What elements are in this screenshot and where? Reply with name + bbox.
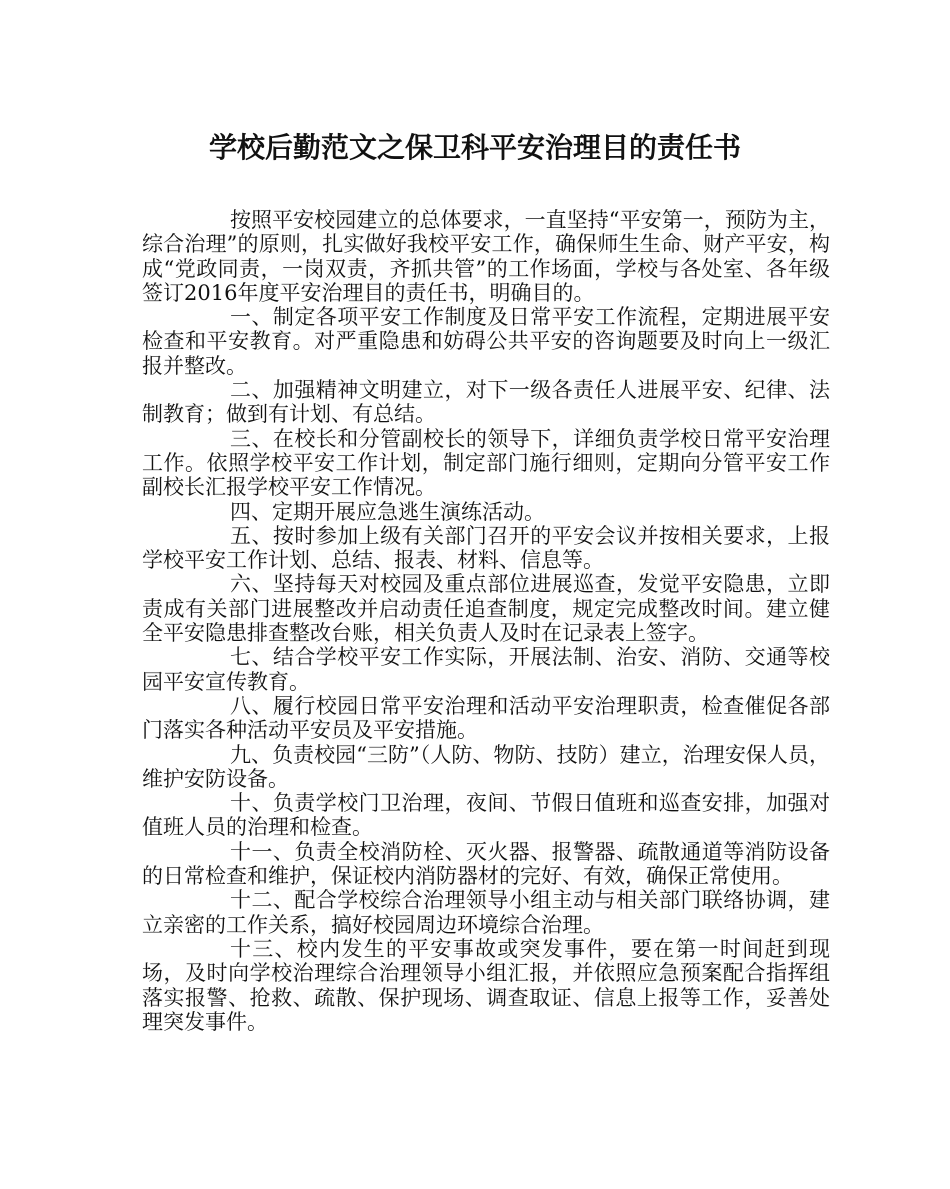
clause-5-paragraph: 五、按时参加上级有关部门召开的平安会议并按相关要求，上报学校平安工作计划、总结、报表、材料、信息等。 bbox=[142, 523, 830, 573]
clause-12-paragraph: 十二、配合学校综合治理领导小组主动与相关部门联络协调，建立亲密的工作关系，搞好校园周边环境综合治理。 bbox=[142, 888, 830, 937]
clause-7-paragraph: 七、结合学校平安工作实际，开展法制、治安、消防、交通等校园平安宣传教育。 bbox=[142, 645, 830, 694]
clause-6-paragraph: 六、坚持每天对校园及重点部位进展巡查，发觉平安隐患，立即责成有关部门进展整改并启动责任追查制度，规定完成整改时间。建立健全平安隐患排查整改台账，相关负责人及时在记录表上签字。 bbox=[142, 572, 830, 646]
clause-13-paragraph: 十三、校内发生的平安事故或突发事件，要在第一时间赶到现场，及时向学校治理综合治理领导小组汇报，并依照应急预案配合指挥组落实报警、抢救、疏散、保护现场、调查取证、信息上报等工作，妥善处理突发事件。 bbox=[142, 936, 830, 1034]
clause-9-paragraph: 九、负责校园“三防”（人防、物防、技防）建立，治理安保人员，维护安防设备。 bbox=[142, 742, 830, 791]
intro-paragraph: 按照平安校园建立的总体要求，一直坚持“平安第一，预防为主，综合治理”的原则，扎实做好我校平安工作，确保师生生命、财产平安，构成“党政同责，一岗双责，齐抓共管”的工作场面，学校与各处室、各年级签订2016年度平安治理目的责任书，明确目的。 bbox=[142, 208, 830, 305]
clause-1-paragraph: 一、制定各项平安工作制度及日常平安工作流程，定期进展平安检查和平安教育。对严重隐患和妨碍公共平安的咨询题要及时向上一级汇报并整改。 bbox=[142, 305, 830, 378]
clause-3-paragraph: 三、在校长和分管副校长的领导下，详细负责学校日常平安治理工作。依照学校平安工作计划，制定部门施行细则，定期向分管平安工作副校长汇报学校平安工作情况。 bbox=[142, 426, 830, 500]
clause-8-paragraph: 八、履行校园日常平安治理和活动平安治理职责，检查催促各部门落实各种活动平安员及平安措施。 bbox=[142, 693, 830, 743]
clause-2-paragraph: 二、加强精神文明建立，对下一级各责任人进展平安、纪律、法制教育；做到有计划、有总结。 bbox=[142, 378, 830, 427]
clause-10-paragraph: 十、负责学校门卫治理，夜间、节假日值班和巡查安排，加强对值班人员的治理和检查。 bbox=[142, 791, 830, 840]
document-title: 学校后勤范文之保卫科平安治理目的责任书 bbox=[208, 131, 741, 164]
document-body bbox=[142, 208, 830, 1034]
clause-4-paragraph: 四、定期开展应急逃生演练活动。 bbox=[230, 499, 545, 524]
clause-11-paragraph: 十一、负责全校消防栓、灭火器、报警器、疏散通道等消防设备的日常检查和维护，保证校内消防器材的完好、有效，确保正常使用。 bbox=[142, 839, 830, 889]
